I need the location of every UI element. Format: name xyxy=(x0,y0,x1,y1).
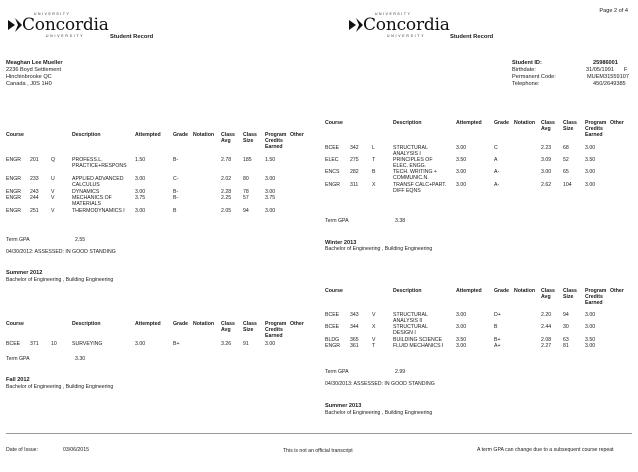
attempted: 1.50 xyxy=(135,157,146,163)
grade: B- xyxy=(173,157,179,163)
col-class-size: Class Size xyxy=(243,132,257,144)
term-title: Summer 2013 xyxy=(325,403,362,409)
course-section: V xyxy=(372,312,376,318)
concordia-logo-left xyxy=(6,12,126,38)
term-gpa-value: 3.38 xyxy=(395,218,406,224)
attempted: 3.00 xyxy=(456,324,467,330)
course-number: 365 xyxy=(350,337,359,343)
student-address-1: 2236 Boyd Settlement xyxy=(6,67,62,73)
course-number: 201 xyxy=(30,157,39,163)
telephone-label: Telephone: xyxy=(512,81,540,87)
course-description: APPLIED ADVANCED xyxy=(72,176,124,182)
col-class-avg: Class Avg xyxy=(541,288,555,300)
logo-name: Concordia xyxy=(22,15,109,35)
course-number: 342 xyxy=(350,145,359,151)
term-gpa-value: 3.30 xyxy=(75,356,86,362)
col-grade: Grade xyxy=(173,132,188,138)
class-size: 65 xyxy=(563,169,569,175)
class-size: 80 xyxy=(243,176,249,182)
permanent-code-label: Permanent Code: xyxy=(512,74,556,80)
attempted: 3.75 xyxy=(135,195,146,201)
logo-university-top: UNIVERSITY xyxy=(375,12,412,16)
col-program-credits: Program Credits Earned xyxy=(585,288,607,306)
course-description: TRANSF CALC+PART. xyxy=(393,182,447,188)
birthdate-label: Birthdate: xyxy=(512,67,536,73)
grade: B+ xyxy=(494,337,501,343)
term-title: Summer 2012 xyxy=(6,270,43,276)
course-dept: ENGR xyxy=(325,182,340,188)
student-name: Meaghan Lee Mueller xyxy=(6,60,63,66)
col-program-credits: Program Credits Earned xyxy=(265,132,287,150)
col-attempted: Attempted xyxy=(135,321,161,327)
credits-earned: 3.00 xyxy=(265,208,276,214)
col-notation: Notation xyxy=(514,120,536,126)
birthdate-value: 31/05/1991 xyxy=(586,67,614,73)
grade: B- xyxy=(173,195,179,201)
col-other: Other xyxy=(610,120,624,126)
course-number: 344 xyxy=(350,324,359,330)
course-dept: ENGR xyxy=(6,208,21,214)
col-attempted: Attempted xyxy=(456,120,482,126)
col-course: Course xyxy=(6,321,24,327)
course-description-2: ANALYSIS I xyxy=(393,151,421,157)
credits-earned: 3.00 xyxy=(585,182,596,188)
course-description-2: MATERIALS xyxy=(72,201,102,207)
col-program-credits: Program Credits Earned xyxy=(265,321,287,339)
col-class-size: Class Size xyxy=(563,288,577,300)
logo-university-top: UNIVERSITY xyxy=(34,12,71,16)
course-description: STRUCTURAL xyxy=(393,312,428,318)
footer-divider xyxy=(6,433,632,434)
class-avg: 2.05 xyxy=(221,208,232,214)
course-description-2: ANALYSIS II xyxy=(393,318,423,324)
attempted: 3.00 xyxy=(135,341,146,347)
class-avg: 3.09 xyxy=(541,157,552,163)
course-number: 233 xyxy=(30,176,39,182)
class-avg: 2.28 xyxy=(221,189,232,195)
grade: C- xyxy=(173,176,179,182)
course-dept: BCEE xyxy=(325,145,340,151)
course-description-2: DIFF EQNS xyxy=(393,188,421,194)
logo-university-bottom: UNIVERSITY xyxy=(46,34,85,38)
course-description: SURVEYING xyxy=(72,341,103,347)
class-size: 78 xyxy=(243,189,249,195)
course-dept: ENGR xyxy=(6,195,21,201)
term-title: Winter 2013 xyxy=(325,240,357,246)
class-avg: 3.00 xyxy=(541,169,552,175)
class-size: 185 xyxy=(243,157,252,163)
col-course: Course xyxy=(6,132,24,138)
credits-earned: 3.00 xyxy=(265,341,276,347)
grade: A xyxy=(494,157,498,163)
col-notation: Notation xyxy=(193,321,215,327)
course-description-2: COMMUNIC.N. xyxy=(393,175,429,181)
term-gpa-label: Term GPA xyxy=(6,237,30,243)
grade: C xyxy=(494,145,498,151)
attempted: 3.00 xyxy=(456,343,467,349)
course-dept: ENGR xyxy=(6,189,21,195)
credits-earned: 3.00 xyxy=(585,324,596,330)
credits-earned: 1.50 xyxy=(265,157,276,163)
grade: A+ xyxy=(494,343,501,349)
attempted: 3.50 xyxy=(456,337,467,343)
class-size: 94 xyxy=(243,208,249,214)
credits-earned: 3.50 xyxy=(585,157,596,163)
credits-earned: 3.00 xyxy=(585,343,596,349)
term-program: Bachelor of Engineering , Building Engineering xyxy=(6,277,114,283)
course-description: THERMODYNAMICS I xyxy=(72,208,125,214)
course-section: L xyxy=(372,145,375,151)
credits-earned: 3.00 xyxy=(265,176,276,182)
assessed-status: 04/30/2012: ASSESSED: IN GOOD STANDING xyxy=(6,249,116,255)
credits-earned: 3.00 xyxy=(585,312,596,318)
course-dept: ENGR xyxy=(6,176,21,182)
col-notation: Notation xyxy=(514,288,536,294)
logo-university-bottom: UNIVERSITY xyxy=(387,34,426,38)
sex-value: F xyxy=(624,67,628,73)
course-description-2: CALCULUS xyxy=(72,182,100,188)
unofficial-notice: This is not an official transcript xyxy=(283,448,353,454)
col-other: Other xyxy=(290,132,304,138)
term-program: Bachelor of Engineering , Building Engineering xyxy=(325,246,433,252)
attempted: 3.00 xyxy=(135,176,146,182)
course-number: 371 xyxy=(30,341,39,347)
col-grade: Grade xyxy=(173,321,188,327)
class-avg: 2.27 xyxy=(541,343,552,349)
class-size: 52 xyxy=(563,157,569,163)
class-size: 104 xyxy=(563,182,572,188)
course-description: TECH. WRITING + xyxy=(393,169,437,175)
grade: B xyxy=(494,324,498,330)
grade: B+ xyxy=(173,341,180,347)
course-section: V xyxy=(51,189,55,195)
class-avg: 2.20 xyxy=(541,312,552,318)
course-dept: BCEE xyxy=(325,312,340,318)
class-avg: 3.26 xyxy=(221,341,232,347)
class-size: 81 xyxy=(563,343,569,349)
credits-earned: 3.00 xyxy=(265,189,276,195)
class-avg: 2.62 xyxy=(541,182,552,188)
col-program-credits: Program Credits Earned xyxy=(585,120,607,138)
col-grade: Grade xyxy=(494,120,509,126)
course-section: 10 xyxy=(51,341,57,347)
issue-date-label: Date of Issue: xyxy=(6,447,39,453)
course-description-2: DESIGN I xyxy=(393,330,416,336)
course-number: 244 xyxy=(30,195,39,201)
grade: B xyxy=(173,208,177,214)
credits-earned: 3.75 xyxy=(265,195,276,201)
attempted: 3.50 xyxy=(456,157,467,163)
logo-name: Concordia xyxy=(363,15,450,35)
col-course: Course xyxy=(325,120,343,126)
course-dept: ENCS xyxy=(325,169,340,175)
course-dept: ENGR xyxy=(325,343,340,349)
course-section: T xyxy=(372,343,376,349)
course-section: T xyxy=(372,157,376,163)
col-class-avg: Class Avg xyxy=(221,321,235,333)
grade: A- xyxy=(494,182,500,188)
course-section: B xyxy=(372,169,376,175)
permanent-code-value: MUEM31559107 xyxy=(587,74,629,80)
term-gpa-label: Term GPA xyxy=(6,356,30,362)
col-other: Other xyxy=(610,288,624,294)
student-id-label: Student ID: xyxy=(512,60,542,66)
grade: D+ xyxy=(494,312,501,318)
col-description: Description xyxy=(393,288,422,294)
class-avg: 2.08 xyxy=(541,337,552,343)
issue-date-value: 03/06/2015 xyxy=(63,447,89,453)
col-grade: Grade xyxy=(494,288,509,294)
course-dept: ENGR xyxy=(6,157,21,163)
class-avg: 2.78 xyxy=(221,157,232,163)
course-number: 282 xyxy=(350,169,359,175)
class-size: 30 xyxy=(563,324,569,330)
term-gpa-value: 2.99 xyxy=(395,369,406,375)
col-class-size: Class Size xyxy=(563,120,577,132)
grade: B- xyxy=(173,189,179,195)
col-attempted: Attempted xyxy=(135,132,161,138)
telephone-value: 450/2649385 xyxy=(593,81,626,87)
student-address-2: Hinchinbrooke QC xyxy=(6,74,52,80)
class-size: 94 xyxy=(563,312,569,318)
course-description: DYNAMICS xyxy=(72,189,100,195)
col-course: Course xyxy=(325,288,343,294)
term-program: Bachelor of Engineering , Building Engineering xyxy=(325,410,433,416)
class-avg: 2.44 xyxy=(541,324,552,330)
course-section: X xyxy=(372,182,376,188)
term-gpa-value: 2.55 xyxy=(75,237,86,243)
col-class-avg: Class Avg xyxy=(221,132,235,144)
col-description: Description xyxy=(72,321,101,327)
col-notation: Notation xyxy=(193,132,215,138)
course-section: U xyxy=(51,176,55,182)
class-size: 57 xyxy=(243,195,249,201)
credits-earned: 3.00 xyxy=(585,145,596,151)
class-size: 68 xyxy=(563,145,569,151)
class-avg: 2.25 xyxy=(221,195,232,201)
student-address-3: Canada , J0S 1H0 xyxy=(6,81,52,87)
header-title-left: Student Record xyxy=(110,34,154,40)
course-description: BUILDING SCIENCE xyxy=(393,337,443,343)
course-number: 275 xyxy=(350,157,359,163)
course-description: PROFESS.L. xyxy=(72,157,103,163)
concordia-logo-right xyxy=(347,12,467,38)
col-class-avg: Class Avg xyxy=(541,120,555,132)
course-description: STRUCTURAL xyxy=(393,145,428,151)
course-section: X xyxy=(372,324,376,330)
col-attempted: Attempted xyxy=(456,288,482,294)
class-size: 91 xyxy=(243,341,249,347)
course-dept: ELEC xyxy=(325,157,339,163)
term-title: Fall 2012 xyxy=(6,377,30,383)
term-gpa-label: Term GPA xyxy=(325,369,349,375)
course-description: PRINCIPLES OF xyxy=(393,157,433,163)
class-size: 63 xyxy=(563,337,569,343)
col-description: Description xyxy=(393,120,422,126)
course-description: FLUID MECHANICS I xyxy=(393,343,444,349)
course-section: V xyxy=(51,195,55,201)
attempted: 3.00 xyxy=(135,208,146,214)
credits-earned: 3.50 xyxy=(585,337,596,343)
col-other: Other xyxy=(290,321,304,327)
course-dept: BCEE xyxy=(325,324,340,330)
course-dept: BCEE xyxy=(6,341,21,347)
col-description: Description xyxy=(72,132,101,138)
course-description: STRUCTURAL xyxy=(393,324,428,330)
course-section: Q xyxy=(51,157,56,163)
class-avg: 2.02 xyxy=(221,176,232,182)
course-number: 251 xyxy=(30,208,39,214)
grade: A- xyxy=(494,169,500,175)
course-description-2: ELEC. ENGG. xyxy=(393,163,427,169)
assessed-status: 04/30/2013: ASSESSED: IN GOOD STANDING xyxy=(325,381,435,387)
attempted: 3.00 xyxy=(456,182,467,188)
gpa-repeat-note: A term GPA can change due to a subsequent course repeat xyxy=(477,447,614,453)
attempted: 3.00 xyxy=(456,169,467,175)
course-number: 311 xyxy=(350,182,359,188)
course-number: 243 xyxy=(30,189,39,195)
attempted: 3.00 xyxy=(456,312,467,318)
col-class-size: Class Size xyxy=(243,321,257,333)
course-description-2: PRACTICE+RESPONS xyxy=(72,163,127,169)
course-number: 343 xyxy=(350,312,359,318)
term-gpa-label: Term GPA xyxy=(325,218,349,224)
attempted: 3.00 xyxy=(135,189,146,195)
course-section: V xyxy=(372,337,376,343)
course-dept: BLDG xyxy=(325,337,340,343)
attempted: 3.00 xyxy=(456,145,467,151)
term-program: Bachelor of Engineering , Building Engineering xyxy=(6,384,114,390)
student-id-value: 25986001 xyxy=(593,60,618,66)
credits-earned: 3.00 xyxy=(585,169,596,175)
course-number: 361 xyxy=(350,343,359,349)
course-section: V xyxy=(51,208,55,214)
page-number: Page 2 of 4 xyxy=(599,8,628,14)
header-title-right: Student Record xyxy=(450,34,494,40)
class-avg: 2.23 xyxy=(541,145,552,151)
course-description: MECHANICS OF xyxy=(72,195,112,201)
